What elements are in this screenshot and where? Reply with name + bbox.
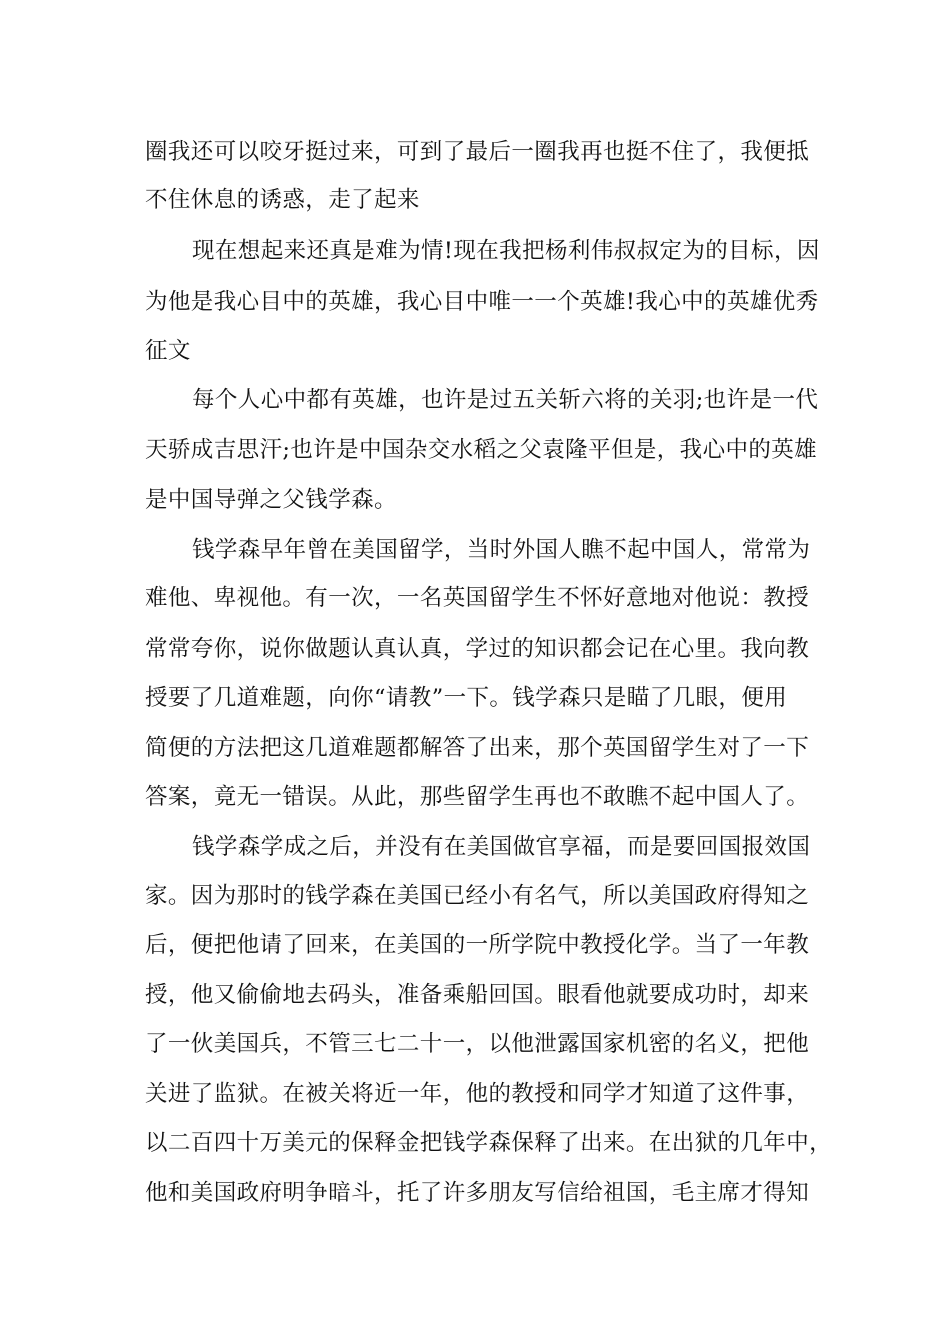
text-line: 以二百四十万美元的保释金把钱学森保释了出来。在出狱的几年中， [145,1130,833,1156]
text-line: 难他、卑视他。有一次，一名英国留学生不怀好意地对他说：教授 [145,585,810,611]
text-line: 关进了监狱。在被关将近一年，他的教授和同学才知道了这件事， [145,1081,810,1107]
text-line: 现在想起来还真是难为情!现在我把杨利伟叔叔定为的目标，因 [192,238,820,264]
text-line: 钱学森早年曾在美国留学，当时外国人瞧不起中国人，常常为 [192,537,811,563]
text-line: 后，便把他请了回来，在美国的一所学院中教授化学。当了一年教 [145,932,810,958]
text-line: 不住休息的诱惑，走了起来 [145,187,420,213]
text-line: 天骄成吉思汗;也许是中国杂交水稻之父袁隆平但是，我心中的英雄 [145,437,818,463]
text-line: 了一伙美国兵，不管三七二十一，以他泄露国家机密的名义，把他 [145,1031,810,1057]
text-line: 每个人心中都有英雄，也许是过五关斩六将的关羽;也许是一代 [192,387,819,413]
text-line: 常常夸你，说你做题认真认真，学过的知识都会记在心里。我向教 [145,636,810,662]
text-line: 授要了几道难题，向你“请教”一下。钱学森只是瞄了几眼，便用 [145,685,788,711]
text-line: 答案，竟无一错误。从此，那些留学生再也不敢瞧不起中国人了。 [145,784,810,810]
text-line: 是中国导弹之父钱学森。 [145,487,397,513]
text-line: 授，他又偷偷地去码头，准备乘船回国。眼看他就要成功时，却来 [145,982,810,1008]
text-line: 为他是我心目中的英雄，我心目中唯一一个英雄!我心中的英雄优秀 [145,289,819,315]
text-line: 他和美国政府明争暗斗，托了许多朋友写信给祖国，毛主席才得知 [145,1180,810,1206]
text-line: 简便的方法把这几道难题都解答了出来，那个英国留学生对了一下 [145,735,810,761]
text-line: 征文 [145,338,191,364]
text-line: 圈我还可以咬牙挺过来，可到了最后一圈我再也挺不住了，我便抵 [145,139,810,165]
text-line: 钱学森学成之后，并没有在美国做官享福，而是要回国报效国 [192,834,811,860]
text-line: 家。因为那时的钱学森在美国已经小有名气，所以美国政府得知之 [145,883,810,909]
